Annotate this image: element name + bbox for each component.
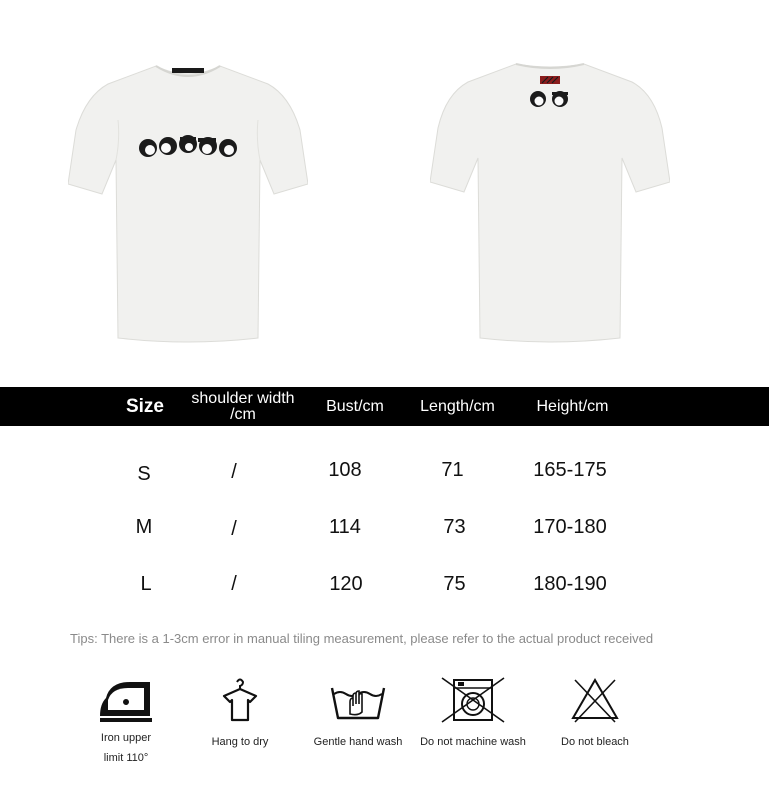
tshirt-front-image bbox=[68, 60, 308, 344]
table-row bbox=[0, 452, 769, 492]
iron-icon bbox=[96, 676, 156, 724]
cell-shoulder: / bbox=[231, 517, 237, 540]
table-row bbox=[0, 507, 769, 547]
care-label-iron-line2: limit 110° bbox=[103, 752, 149, 764]
tshirt-back-image bbox=[430, 58, 670, 344]
product-images bbox=[0, 0, 769, 385]
header-length: Length/cm bbox=[420, 397, 495, 415]
measurement-tips: Tips: There is a 1-3cm error in manual tiling measurement, please refer to the actual product received bbox=[70, 631, 654, 646]
care-label-hang: Hang to dry bbox=[211, 736, 269, 748]
care-label-no-machine-wash: Do not machine wash bbox=[420, 736, 526, 748]
header-size: Size bbox=[125, 395, 165, 417]
brand-patch bbox=[540, 76, 560, 84]
table-row bbox=[0, 564, 769, 604]
header-height: Height/cm bbox=[536, 397, 609, 415]
size-table-header bbox=[0, 387, 769, 426]
care-item-hang bbox=[180, 676, 300, 752]
no-machine-wash-icon bbox=[438, 676, 508, 724]
cell-bust: 114 bbox=[329, 515, 361, 538]
header-shoulder-line1: shoulder width bbox=[191, 389, 295, 407]
hand-wash-icon bbox=[328, 676, 388, 724]
cell-height: 165-175 bbox=[533, 458, 607, 481]
care-label-iron-line1: Iron upper bbox=[100, 732, 152, 744]
care-label-no-bleach: Do not bleach bbox=[561, 736, 629, 748]
care-label-hand-wash: Gentle hand wash bbox=[313, 736, 403, 748]
cell-shoulder: / bbox=[231, 572, 237, 595]
no-bleach-icon bbox=[567, 676, 623, 724]
care-item-no-machine-wash bbox=[413, 676, 533, 752]
cell-height: 180-190 bbox=[533, 572, 607, 595]
cell-size: L bbox=[140, 572, 152, 595]
cell-length: 71 bbox=[441, 458, 464, 481]
cell-length: 73 bbox=[443, 515, 466, 538]
header-bust: Bust/cm bbox=[326, 397, 384, 415]
hanger-icon bbox=[216, 676, 264, 724]
header-shoulder-width bbox=[178, 387, 308, 426]
cell-length: 75 bbox=[443, 572, 466, 595]
care-item-iron bbox=[66, 676, 186, 768]
header-shoulder-line2: /cm bbox=[230, 405, 256, 423]
cell-height: 170-180 bbox=[533, 515, 607, 538]
cell-bust: 108 bbox=[328, 458, 362, 481]
cell-size: M bbox=[135, 515, 153, 538]
cell-shoulder: / bbox=[231, 460, 237, 483]
cell-bust: 120 bbox=[329, 572, 363, 595]
care-item-hand-wash bbox=[298, 676, 418, 752]
cell-size: S bbox=[137, 462, 151, 485]
care-item-no-bleach bbox=[535, 676, 655, 752]
